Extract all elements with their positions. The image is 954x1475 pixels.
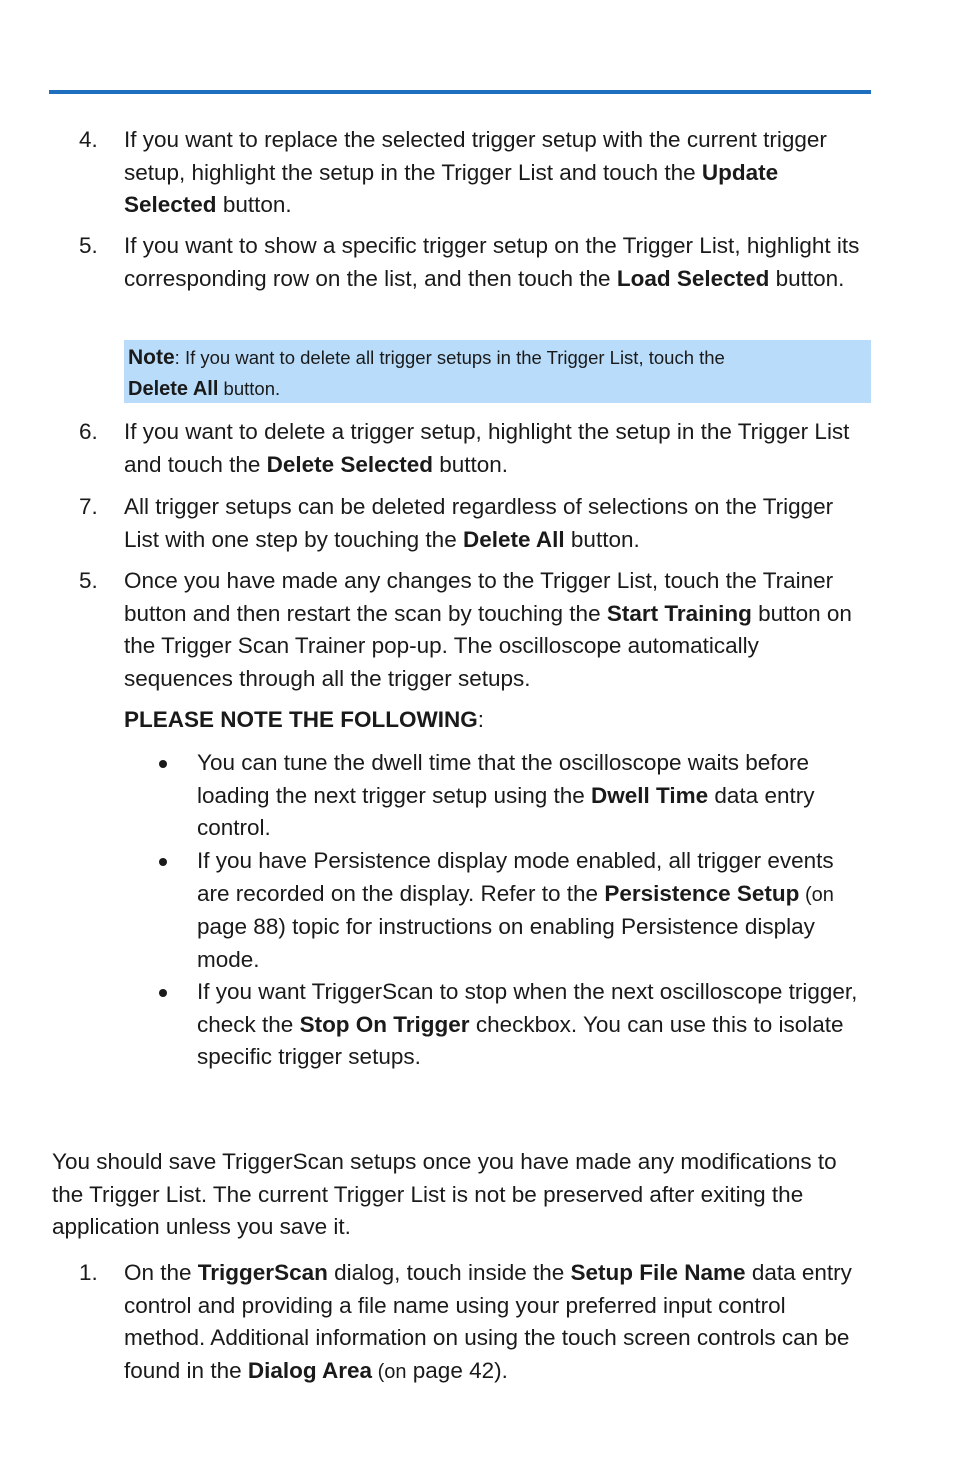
bullet-icon [159,858,167,866]
ui-term: Stop On Trigger [299,1011,470,1037]
header-rule [49,90,871,94]
item-text: On the TriggerScan dialog, touch inside the Setup File Name data entry control and providing a file name using your preferred input control method. Additional information on using the touch screen controls can be found in the Dialog Area (on page 42). [124,1260,852,1383]
ui-term: Update Selected [124,159,779,217]
ui-term: Load Selected [616,265,770,291]
item-text: Once you have made any changes to the Trigger List, touch the Trainer button and then restart the scan by touching the Start Training button on the Trigger Scan Trainer pop-up. The oscilloscope automatically sequences through all the trigger setups. [124,568,852,691]
item-text: All trigger setups can be deleted regardless of selections on the Trigger List with one step by touching the Delete All button. [124,494,834,552]
ui-term: Start Training [606,600,752,626]
ui-term: Setup File Name [570,1260,746,1285]
please-note-heading: PLEASE NOTE THE FOLLOWING: [124,707,485,732]
bullet-text: You can tune the dwell time that the oscilloscope waits before loading the next trigger setup using the Dwell Time data entry control. [197,750,815,840]
item-number: 5. [79,568,98,593]
bullet-text: If you have Persistence display mode enabled, all trigger events are recorded on the display. Refer to the Persistence Setup (on page 88) topic for instructions on enabling Persistence display mode. [197,848,834,972]
note-label: Note [128,346,175,369]
item-number: 5. [79,233,98,258]
link-persistence-setup[interactable]: Persistence Setup [604,880,800,906]
ui-term: TriggerScan [197,1260,328,1285]
item-text: If you want to delete a trigger setup, highlight the setup in the Trigger List and touch the Delete Selected button. [124,419,850,477]
item-number: 7. [79,494,98,519]
item-number: 6. [79,419,98,444]
bullet-icon [159,760,167,768]
ui-term: Delete All [462,526,565,552]
item-number: 1. [79,1260,98,1285]
save-paragraph: You should save TriggerScan setups once you have made any modifications to the Trigger List. The current Trigger List is not be preserved after exiting the application unless you save it. [52,1149,837,1239]
ui-term: Delete Selected [266,451,433,477]
bullet-icon [159,989,167,997]
item-text: If you want to show a specific trigger setup on the Trigger List, highlight its corresponding row on the list, and then touch the Load Selected button. [124,233,860,291]
link-dialog-area[interactable]: Dialog Area [247,1357,373,1383]
ui-term: Dwell Time [591,782,709,808]
item-number: 4. [79,127,98,152]
ui-term: Delete All [128,378,219,400]
bullet-text: If you want TriggerScan to stop when the next oscilloscope trigger, check the Stop On Trigger checkbox. You can use this to isolate specific trigger setups. [197,979,858,1069]
note-box: Note: If you want to delete all trigger setups in the Trigger List, touch the Delete All button. [124,340,871,403]
item-text: If you want to replace the selected trigger setup with the current trigger setup, highlight the setup in the Trigger List and touch the Update Selected button. [124,127,827,217]
